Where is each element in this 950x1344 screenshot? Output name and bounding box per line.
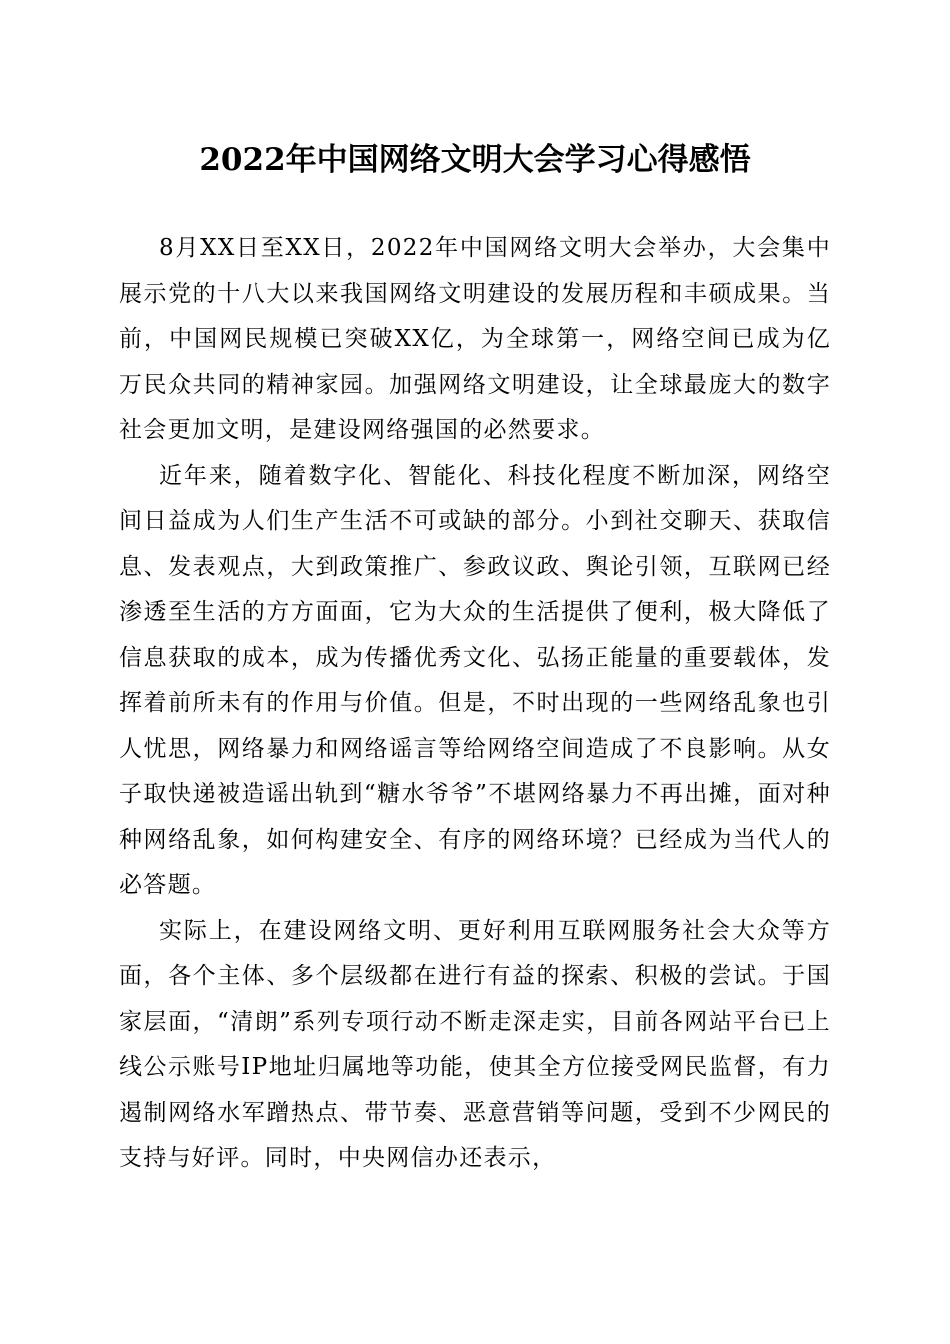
paragraph-2: 近年来，随着数字化、智能化、科技化程度不断加深，网络空间日益成为人们生产生活不可或缺的部分。小到社交聊天、获取信息、发表观点，大到政策推广、参政议政、舆论引领，互联网已经渗透至生活的方方面面，它为大众的生活提供了便利，极大降低了信息获取的成本，成为传播优秀文化、弘扬正能量的重要载体，发挥着前所未有的作用与价值。但是，不时出现的一些网络乱象也引人忧思，网络暴力和网络谣言等给网络空间造成了不良影响。从女子取快递被造谣出轨到“糖水爷爷”不堪网络暴力不再出摊，面对种种网络乱象，如何构建安全、有序的网络环境？已经成为当代人的必答题。 bbox=[119, 462, 831, 898]
document-body bbox=[119, 226, 831, 1182]
document-title: 2022年中国网络文明大会学习心得感悟 bbox=[199, 142, 751, 178]
paragraph-1: 8月XX日至XX日，2022年中国网络文明大会举办，大会集中展示党的十八大以来我国网络文明建设的发展历程和丰硕成果。当前，中国网民规模已突破XX亿，为全球第一，网络空间已成为亿万民众共同的精神家园。加强网络文明建设，让全球最庞大的数字社会更加文明，是建设网络强国的必然要求。 bbox=[119, 235, 831, 443]
paragraph-3: 实际上，在建设网络文明、更好利用互联网服务社会大众等方面，各个主体、多个层级都在进行有益的探索、积极的尝试。于国家层面，“清朗”系列专项行动不断走深走实，目前各网站平台已上线公示账号IP地址归属地等功能，使其全方位接受网民监督，有力遏制网络水军蹭热点、带节奏、恶意营销等问题，受到不少网民的支持与好评。同时，中央网信办还表示， bbox=[119, 917, 831, 1171]
